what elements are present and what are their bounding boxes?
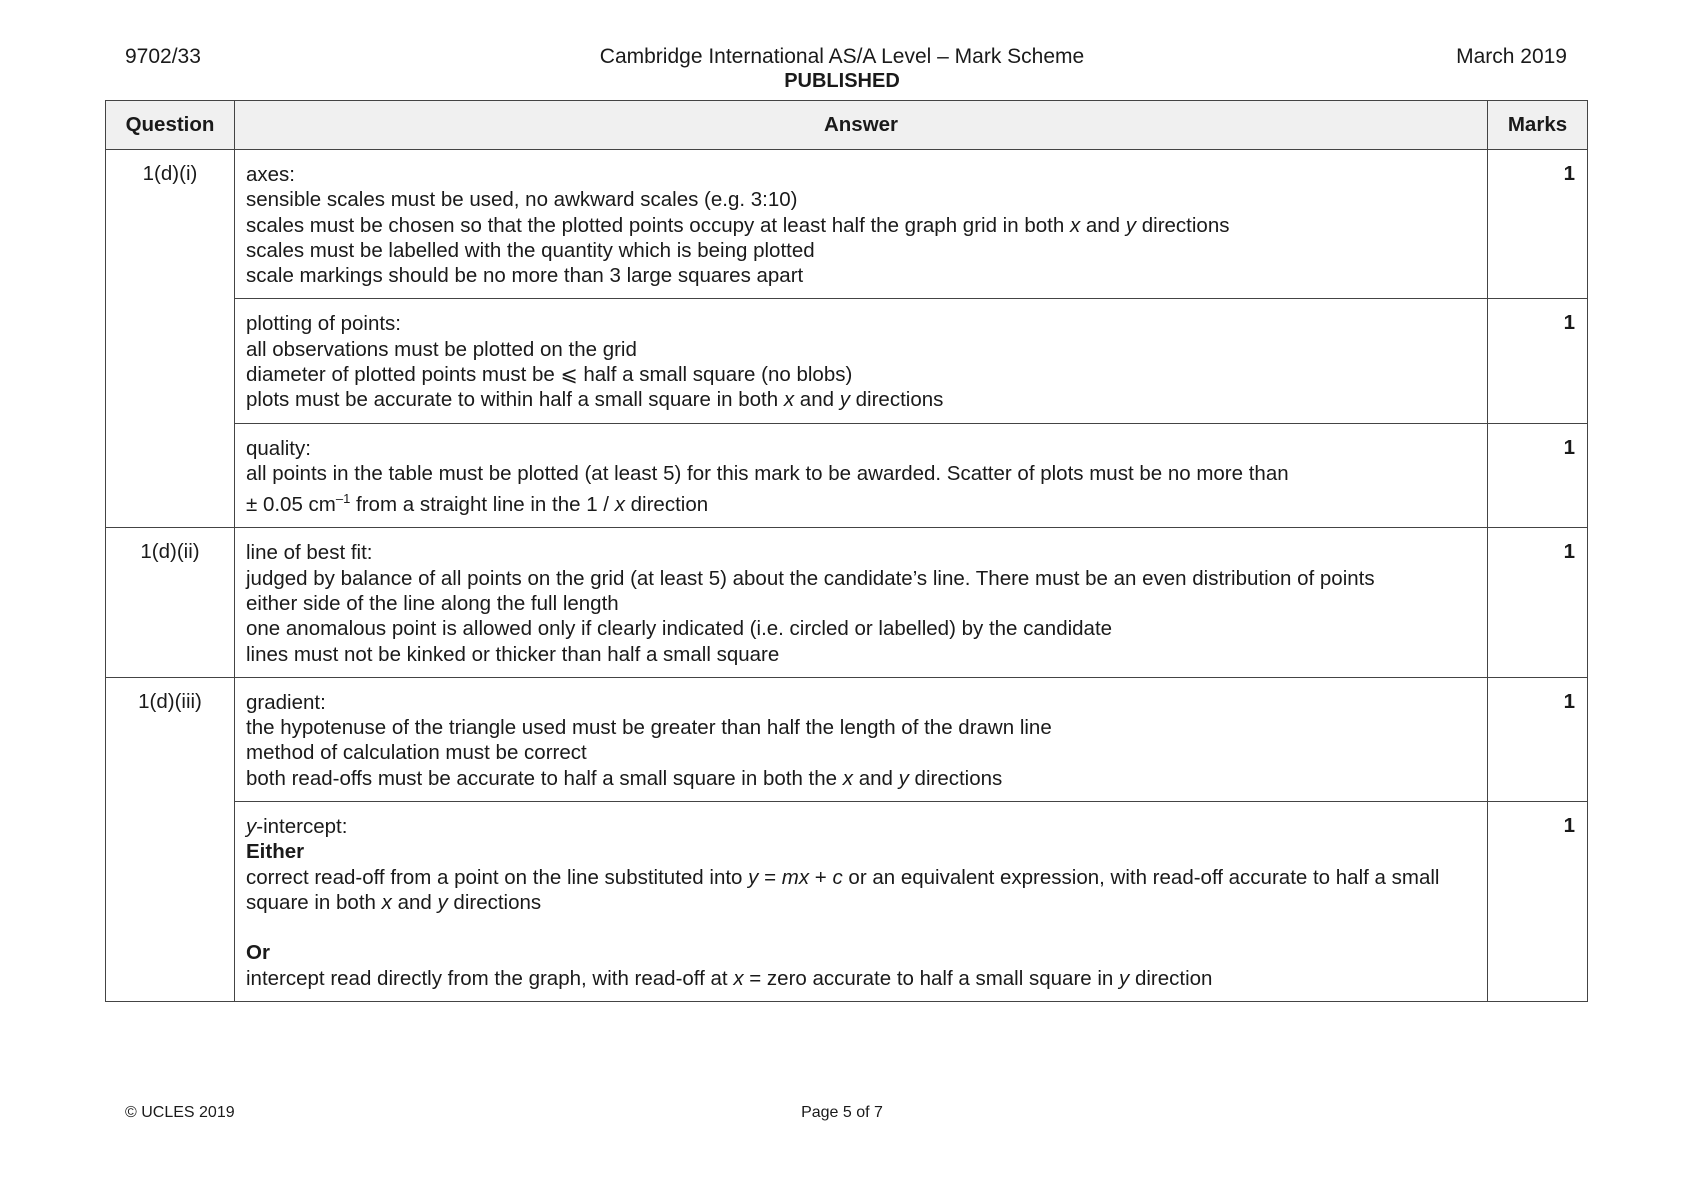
document-title: Cambridge International AS/A Level – Mark Scheme [599, 45, 1085, 68]
answer-line: line of best fit: [246, 541, 373, 565]
answer-line: gradient: [246, 690, 326, 714]
line-spacer [246, 915, 1481, 940]
published-label: PUBLISHED [784, 70, 900, 92]
answer-line: y-intercept: [246, 815, 348, 839]
answer-line: the hypotenuse of the triangle used must be greater than half the length of the drawn line [246, 716, 1052, 740]
answer-line: either side of the line along the full length [246, 591, 619, 615]
question-cell: 1(d)(iii) [106, 677, 235, 1001]
answer-cell [235, 150, 1488, 299]
marks-cell: 1 [1488, 802, 1588, 1002]
column-header-marks: Marks [1488, 101, 1588, 150]
marks-cell: 1 [1488, 528, 1588, 677]
either-label: Either [246, 840, 305, 864]
page-number: Page 5 of 7 [801, 1104, 883, 1121]
copyright-notice: © UCLES 2019 [125, 1104, 235, 1121]
answer-line: scales must be labelled with the quantity which is being plotted [246, 238, 815, 262]
marks-cell: 1 [1488, 423, 1588, 528]
answer-line: all observations must be plotted on the grid [246, 337, 637, 361]
table-row [106, 299, 1588, 423]
marks-cell: 1 [1488, 677, 1588, 801]
answer-cell [235, 677, 1488, 801]
marks-cell: 1 [1488, 299, 1588, 423]
answer-line: diameter of plotted points must be ⩽ half a small square (no blobs) [246, 363, 853, 387]
column-header-answer: Answer [235, 101, 1488, 150]
answer-line: axes: [246, 163, 295, 186]
table-row [106, 677, 1588, 801]
answer-line: one anomalous point is allowed only if clearly indicated (i.e. circled or labelled) by the candidate [246, 617, 1113, 641]
answer-cell [235, 423, 1488, 528]
table-header-row [106, 101, 1588, 150]
answer-line: square in both x and y directions [246, 890, 542, 914]
answer-line: correct read-off from a point on the line substituted into y = mx + c or an equivalent expression, with read-off accurate to half a small [246, 865, 1440, 889]
answer-line: ± 0.05 $cm^{-1}$ from a straight line in the 1 / x direction [246, 491, 709, 517]
question-cell: 1(d)(ii) [106, 528, 235, 677]
answer-cell [235, 528, 1488, 677]
answer-cell [235, 299, 1488, 423]
marks-cell: 1 [1488, 150, 1588, 299]
answer-line: plotting of points: [246, 312, 401, 336]
answer-line: plots must be accurate to within half a small square in both x and y directions [246, 388, 944, 412]
answer-cell [235, 802, 1488, 1002]
table-row [106, 802, 1588, 1002]
or-label: Or [246, 941, 270, 965]
mark-scheme-table [105, 100, 1588, 1002]
question-cell: 1(d)(i) [106, 150, 235, 528]
table-row [106, 423, 1588, 528]
answer-line: quality: [246, 436, 311, 460]
table-row [106, 528, 1588, 677]
column-header-question: Question [106, 101, 235, 150]
answer-line: sensible scales must be used, no awkward scales (e.g. 3:10) [246, 188, 798, 212]
table-row [106, 150, 1588, 299]
answer-line: judged by balance of all points on the grid (at least 5) about the candidate’s line. There must be an even distribution of points [246, 566, 1375, 590]
exam-date: March 2019 [1456, 45, 1567, 68]
answer-line: intercept read directly from the graph, with read-off at x = zero accurate to half a small square in y direction [246, 966, 1213, 990]
answer-line: lines must not be kinked or thicker than half a small square [246, 642, 780, 666]
answer-line: both read-offs must be accurate to half a small square in both the x and y directions [246, 766, 1003, 790]
answer-line: scales must be chosen so that the plotted points occupy at least half the graph grid in both x and y directions [246, 213, 1230, 237]
paper-code: 9702/33 [125, 45, 201, 68]
answer-line: all points in the table must be plotted (at least 5) for this mark to be awarded. Scatter of plots must be no more than [246, 461, 1289, 485]
answer-line: scale markings should be no more than 3 large squares apart [246, 264, 804, 288]
answer-line: method of calculation must be correct [246, 741, 587, 765]
